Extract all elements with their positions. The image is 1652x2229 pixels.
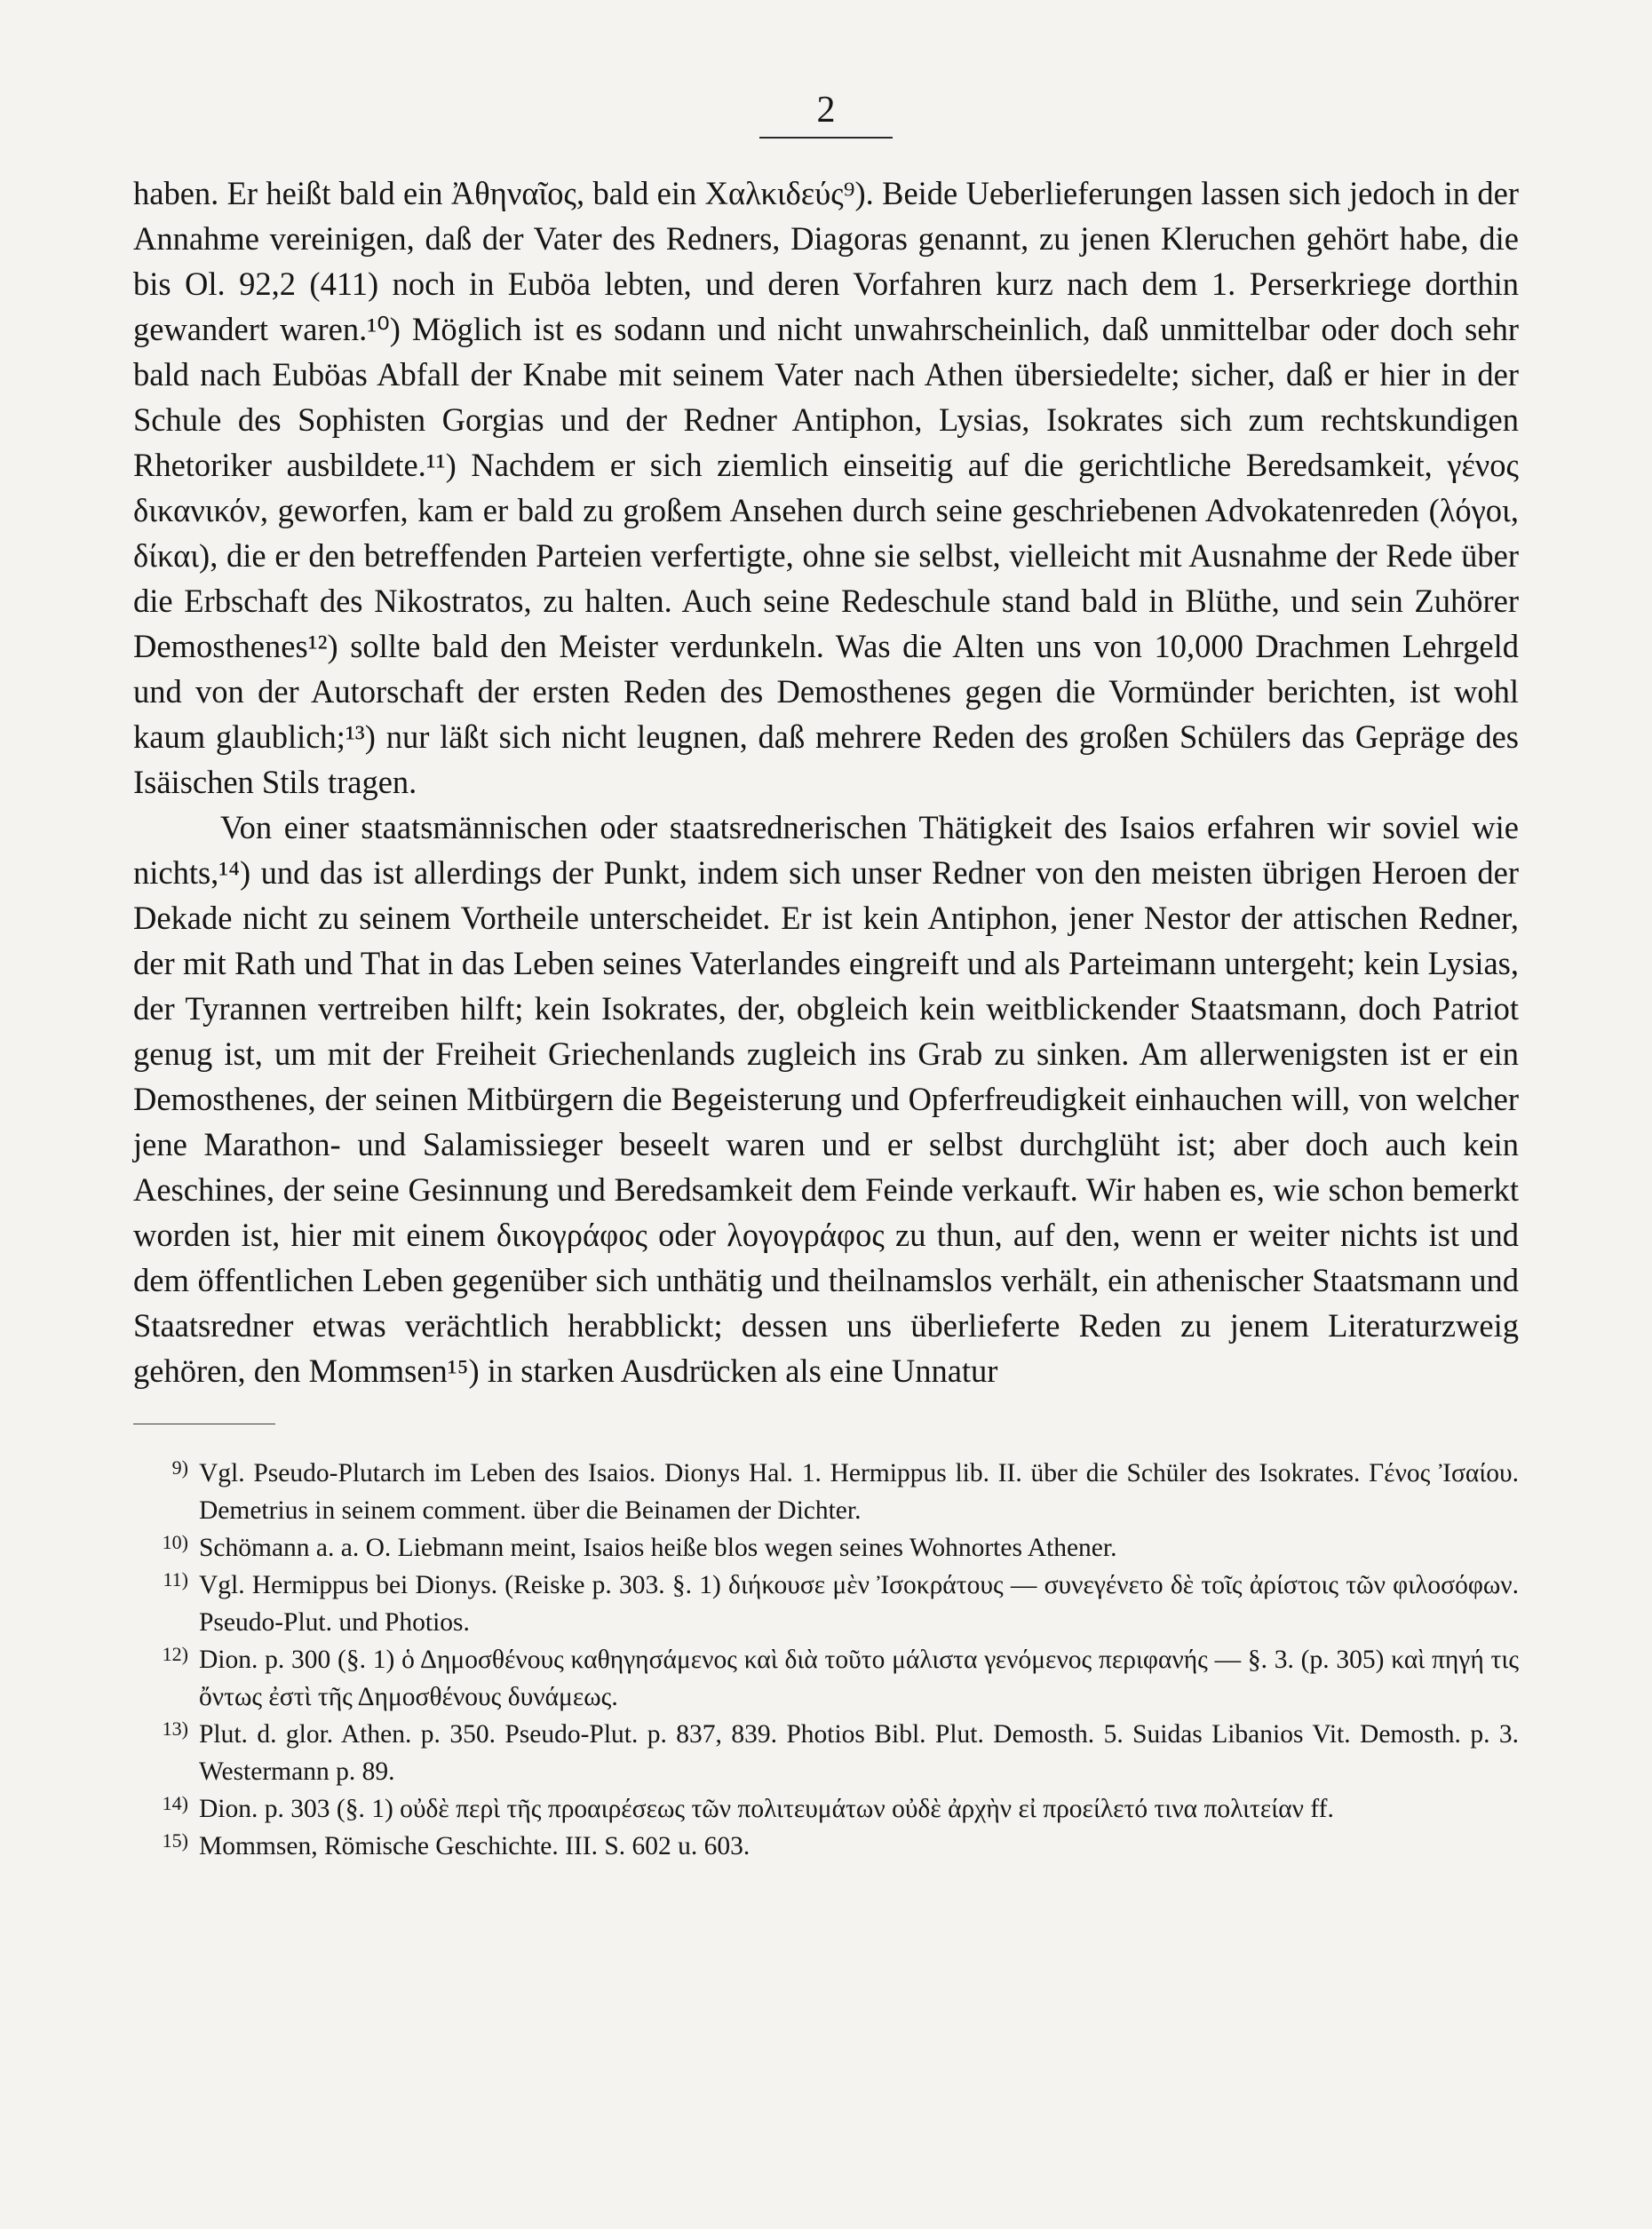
footnote-text: Mommsen, Römische Geschichte. III. S. 602 u. 603.	[199, 1832, 751, 1860]
footnote-marker: 12)	[162, 1643, 188, 1665]
footnote-marker: 9)	[171, 1456, 188, 1479]
footnote-marker: 11)	[163, 1568, 188, 1590]
paragraph-2: Von einer staatsmännischen oder staatsrednerischen Thätigkeit des Isaios erfahren wir soviel wie nichts,¹⁴) und das ist allerdings der Punkt, indem sich unser Redner von den meisten übrigen Heroen der Dekade nicht zu seinem Vortheile unterscheidet. Er ist kein Antiphon, jener Nestor der attischen Redner, der mit Rath und That in das Leben seines Vaterlandes eingreift und als Parteimann untergeht; kein Lysias, der Tyrannen vertreiben hilft; kein Isokrates, der, obgleich kein weitblickender Staatsmann, doch Patriot genug ist, um mit der Freiheit Griechenlands zugleich ins Grab zu sinken. Am allerwenigsten ist er ein Demosthenes, der seinen Mitbürgern die Begeisterung und Opferfreudigkeit einhauchen will, von welcher jene Marathon- und Salamissieger beseelt waren und er selbst durchglüht ist; aber doch auch kein Aeschines, der seine Gesinnung und Beredsamkeit dem Feinde verkauft. Wir haben es, wie schon bemerkt worden ist, hier mit einem δικογράφος oder λογογράφος zu thun, auf den, wenn er weiter nichts ist und dem öffentlichen Leben gegenüber sich unthätig und theilnamslos verhält, ein athenischer Staatsmann und Staatsredner etwas verächtlich herabblickt; dessen uns überlieferte Reden zu jenem Literaturzweig gehören, den Mommsen¹⁵) in starken Ausdrücken als eine Unnatur	[133, 809, 1519, 1389]
footnote-15	[133, 1828, 1519, 1865]
page-number: 2	[816, 90, 836, 131]
footnote-12	[133, 1641, 1519, 1716]
main-text	[133, 171, 1519, 1393]
footnote-text: Schömann a. a. O. Liebmann meint, Isaios heiße blos wegen seines Wohnortes Athener.	[199, 1534, 1117, 1562]
footnote-text: Vgl. Hermippus bei Dionys. (Reiske p. 303. §. 1) διήκουσε μὲν Ἰσοκράτους — συνεγένετο δὲ τοῖς ἀρίστοις τῶν φιλοσόφων. Pseudo-Plut. und Photios.	[199, 1571, 1519, 1637]
footnotes	[133, 1455, 1519, 1865]
footnote-9	[133, 1455, 1519, 1529]
footnote-text: Vgl. Pseudo-Plutarch im Leben des Isaios. Dionys Hal. 1. Hermippus lib. II. über die Schüler des Isokrates. Γένος Ἰσαίου. Demetrius in seinem comment. über die Beinamen der Dichter.	[199, 1459, 1519, 1525]
footnote-text: Dion. p. 303 (§. 1) οὐδὲ περὶ τῆς προαιρέσεως τῶν πολιτευμάτων οὐδὲ ἀρχὴν εἰ προείλετό τινα πολιτείαν ff.	[199, 1795, 1334, 1823]
footnote-11	[133, 1567, 1519, 1641]
footnote-marker: 10)	[162, 1531, 188, 1553]
footnote-10	[133, 1529, 1519, 1567]
document-page	[133, 89, 1519, 2185]
footnote-marker: 15)	[162, 1829, 188, 1852]
footnote-13	[133, 1716, 1519, 1790]
footnote-marker: 13)	[162, 1717, 188, 1740]
footnote-text: Dion. p. 300 (§. 1) ὁ Δημοσθένους καθηγησάμενος καὶ διὰ τοῦτο μάλιστα γενόμενος περιφανής — §. 3. (p. 305) καὶ πηγή τις ὄντως ἐστὶ τῆς Δημοσθένους δυνάμεως.	[199, 1646, 1519, 1711]
paragraph-1: haben. Er heißt bald ein Ἀθηναῖος, bald ein Χαλκιδεύς⁹). Beide Ueberlieferungen lassen sich jedoch in der Annahme vereinigen, daß der Vater des Redners, Diagoras genannt, zu jenen Kleruchen gehört habe, die bis Ol. 92,2 (411) noch in Euböa lebten, und deren Vorfahren kurz nach dem 1. Perserkriege dorthin gewandert waren.¹⁰) Möglich ist es sodann und nicht unwahrscheinlich, daß unmittelbar oder doch sehr bald nach Euböas Abfall der Knabe mit seinem Vater nach Athen übersiedelte; sicher, daß er hier in der Schule des Sophisten Gorgias und der Redner Antiphon, Lysias, Isokrates sich zum rechtskundigen Rhetoriker ausbildete.¹¹) Nachdem er sich ziemlich einseitig auf die gerichtliche Beredsamkeit, γένος δικανικόν, geworfen, kam er bald zu großem Ansehen durch seine geschriebenen Advokatenreden (λόγοι, δίκαι), die er den betreffenden Parteien verfertigte, ohne sie selbst, vielleicht mit Ausnahme der Rede über die Erbschaft des Nikostratos, zu halten. Auch seine Redeschule stand bald in Blüthe, und sein Zuhörer Demosthenes¹²) sollte bald den Meister verdunkeln. Was die Alten uns von 10,000 Drachmen Lehrgeld und von der Autorschaft der ersten Reden des Demosthenes gegen die Vormünder berichten, ist wohl kaum glaublich;¹³) nur läßt sich nicht leugnen, daß mehrere Reden des großen Schülers das Gepräge des Isäischen Stils tragen.	[133, 175, 1519, 800]
page-number-rule	[759, 137, 893, 139]
footnote-text: Plut. d. glor. Athen. p. 350. Pseudo-Plut. p. 837, 839. Photios Bibl. Plut. Demosth. 5. Suidas Libanios Vit. Demosth. p. 3. Westermann p. 89.	[199, 1720, 1519, 1786]
footnote-14	[133, 1790, 1519, 1828]
footnote-marker: 14)	[162, 1792, 188, 1814]
